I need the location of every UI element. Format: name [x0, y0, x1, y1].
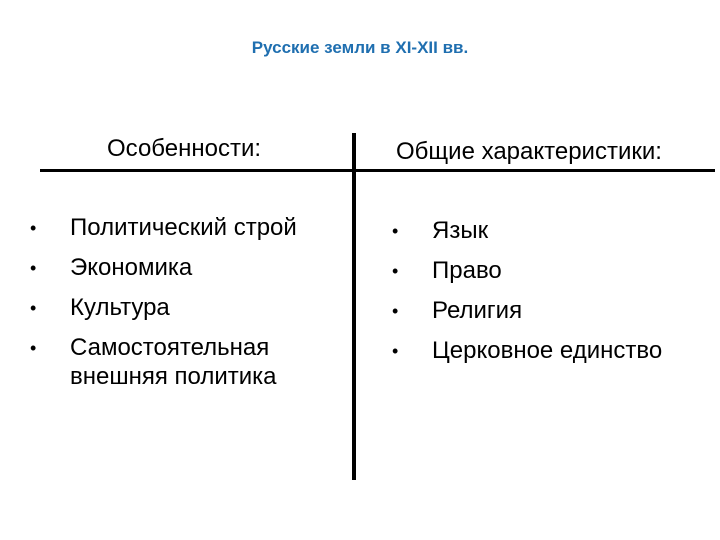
bullet-icon: •	[392, 341, 399, 361]
list-item	[30, 208, 350, 248]
bullet-icon: •	[30, 338, 37, 358]
list-item-label: Право	[432, 257, 502, 284]
list-item	[30, 328, 350, 392]
bullet-icon: •	[30, 218, 37, 238]
bullet-icon: •	[30, 298, 37, 318]
bullet-icon: •	[392, 221, 399, 241]
common-characteristics-heading: Общие характеристики:	[396, 138, 662, 165]
list-item	[392, 291, 712, 331]
list-item	[392, 251, 712, 291]
list-item	[392, 211, 712, 251]
list-item-label: Язык	[432, 217, 489, 244]
list-item-label-line-1: Самостоятельная	[70, 334, 270, 361]
slide-title: Русские земли в XI-XII вв.	[251, 38, 469, 57]
list-item	[30, 248, 350, 288]
features-heading: Особенности:	[107, 135, 262, 162]
bullet-icon: •	[392, 261, 399, 281]
list-item-label: Культура	[70, 294, 170, 321]
list-item-label: Экономика	[70, 254, 193, 281]
bullet-icon: •	[392, 301, 399, 321]
list-item-label: Политический строй	[70, 214, 297, 241]
list-item-label-line-2: внешняя политика	[70, 363, 277, 390]
bullet-icon: •	[30, 258, 37, 278]
column-divider-vertical	[352, 133, 356, 480]
features-list	[30, 208, 350, 392]
list-item	[392, 331, 712, 371]
list-item-label: Религия	[432, 297, 523, 324]
list-item-label: Церковное единство	[432, 337, 663, 364]
list-item	[30, 288, 350, 328]
header-divider-horizontal	[40, 169, 715, 172]
common-characteristics-list	[392, 211, 712, 371]
